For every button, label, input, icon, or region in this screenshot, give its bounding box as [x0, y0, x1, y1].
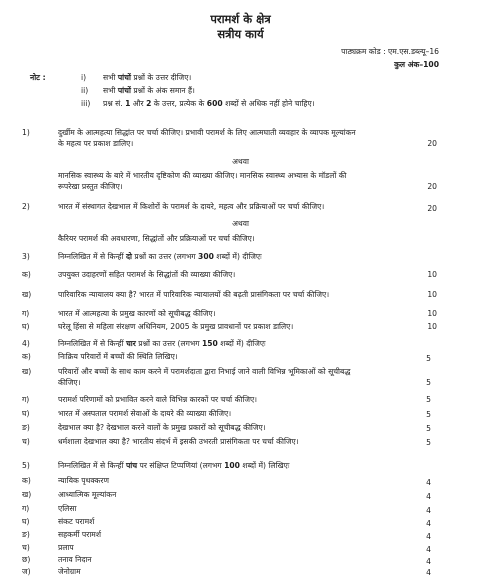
- note-item: [81, 73, 191, 83]
- subquestion-text: भारत में आत्महत्या के प्रमुख कारणों को सूचीबद्ध कीजिए।: [58, 309, 216, 318]
- intro-bold: 150: [201, 339, 218, 348]
- question-marks: 20: [427, 139, 437, 148]
- intro-text: पर संक्षिप्त टिप्पणियां (लगभग: [137, 461, 225, 470]
- note-text: और: [130, 99, 147, 108]
- note-item: [81, 86, 195, 96]
- subquestion-text: न्यायिक पृथक्करण: [58, 476, 109, 485]
- question-number: 3): [22, 252, 30, 261]
- subquestion-marks: 10: [427, 270, 437, 279]
- intro-bold: चार: [125, 339, 136, 348]
- note-text: प्रश्नों के अंक समान हैं।: [130, 86, 195, 95]
- intro-text: शब्दों में) दीजिएः: [217, 339, 266, 348]
- subquestion-text: जेनोग्राम: [58, 567, 81, 576]
- intro-text: निम्नलिखित में से किन्हीं: [58, 461, 126, 470]
- question-marks: 20: [427, 182, 437, 191]
- note-label: नोट :: [30, 73, 46, 82]
- subquestion-label: घ): [22, 322, 30, 331]
- question-marks: 20: [427, 204, 437, 213]
- total-marks: कुल अंक–100: [394, 60, 439, 69]
- subquestion-text: संकट परामर्श: [58, 517, 95, 526]
- subquestion-marks: 4: [426, 492, 431, 501]
- subquestion-marks: 4: [426, 545, 431, 554]
- intro-text: निम्नलिखित में से किन्हीं: [58, 339, 126, 348]
- subquestion-marks: 4: [426, 519, 431, 528]
- subquestion-text: एलिसा: [58, 504, 77, 513]
- note-num: i): [81, 73, 87, 82]
- intro-bold: दो: [125, 252, 132, 261]
- subquestion-marks: 4: [426, 557, 431, 566]
- note-bold: पांचों: [117, 86, 131, 95]
- subquestion-marks: 10: [427, 290, 437, 299]
- note-text: शब्दों से अधिक नहीं होने चाहिए।: [222, 99, 315, 108]
- document-title: परामर्श के क्षेत्र: [210, 12, 271, 26]
- subquestion-label: च): [22, 437, 30, 446]
- note-text: प्रश्नों के उत्तर दीजिए।: [130, 73, 192, 82]
- subquestion-label: क): [22, 352, 31, 361]
- subquestion-marks: 5: [426, 395, 431, 404]
- note-text: प्रश्न सं.: [103, 99, 126, 108]
- subquestion-label: छ): [22, 555, 31, 564]
- subquestion-text: धर्मशाला देखभाल क्या है? भारतीय संदर्भ में इसकी उभरती प्रासंगिकता पर चर्चा कीजिए।: [58, 437, 299, 446]
- question-intro: [58, 339, 266, 349]
- note-bold: पांचों: [117, 73, 131, 82]
- subquestion-text: सहकर्मी परामर्श: [58, 530, 102, 539]
- question-intro: [58, 461, 289, 471]
- note-bold: 600: [206, 99, 223, 108]
- subquestion-label: ख): [22, 367, 32, 376]
- subquestion-label: ङ): [22, 530, 30, 539]
- subquestion-marks: 4: [426, 478, 431, 487]
- document-subtitle: सत्रीय कार्य: [217, 27, 264, 41]
- subquestion-label: घ): [22, 409, 30, 418]
- subquestion-label: ख): [22, 290, 32, 299]
- subquestion-marks: 5: [426, 438, 431, 447]
- question-text: रूपरेखा प्रस्तुत कीजिए।: [58, 182, 123, 191]
- question-number: 1): [22, 128, 30, 137]
- intro-bold: पांच: [125, 461, 138, 470]
- note-item: [81, 99, 315, 109]
- subquestion-label: क): [22, 270, 31, 279]
- question-text: भारत में संस्थागत देखभाल में किशोरों के परामर्श के दायरे, महत्व और प्रक्रियाओं पर चर्चा कीजिए।: [58, 202, 325, 211]
- question-intro: [58, 252, 262, 262]
- subquestion-marks: 4: [426, 532, 431, 541]
- or-separator: अथवा: [232, 219, 249, 228]
- intro-text: शब्दों में) दीजिएः: [213, 252, 262, 261]
- subquestion-marks: 5: [426, 378, 431, 387]
- subquestion-label: ग): [22, 309, 30, 318]
- question-text: कैरियर परामर्श की अवधारणा, सिद्धांतों और प्रक्रियाओं पर चर्चा कीजिए।: [58, 234, 255, 243]
- question-text: मानसिक स्वास्थ्य के बारे में भारतीय दृष्टिकोण की व्याख्या कीजिए। मानसिक स्वास्थ्य अभ्यास के मॉडलों की: [58, 171, 347, 180]
- subquestion-text: देखभाल क्या है? देखभाल करने वालों के प्रमुख प्रकारों को सूचीबद्ध कीजिए।: [58, 423, 266, 432]
- subquestion-text: उपयुक्त उदाहरणों सहित परामर्श के सिद्धांतों की व्याख्या कीजिए।: [58, 270, 236, 279]
- subquestion-label: क): [22, 476, 31, 485]
- intro-text: प्रश्नों का उत्तर (लगभग: [131, 252, 199, 261]
- subquestion-label: ग): [22, 504, 30, 513]
- question-number: 2): [22, 202, 30, 211]
- subquestion-text: आध्यात्मिक मूल्यांकन: [58, 490, 117, 499]
- subquestion-marks: 10: [427, 309, 437, 318]
- subquestion-text: निःक्रिय परिवारों में बच्चों की स्थिति लिखिए।: [58, 352, 178, 361]
- question-number: 4): [22, 339, 30, 348]
- question-number: 5): [22, 461, 30, 470]
- note-bold: 2: [146, 99, 152, 108]
- subquestion-text: कीजिए।: [58, 378, 81, 387]
- question-text: के महत्व पर प्रकाश डालिए।: [58, 139, 134, 148]
- subquestion-label: घ): [22, 517, 30, 526]
- course-code: पाठ्यक्रम कोड : एम.एस.डब्ल्यू–16: [341, 47, 439, 56]
- question-text: दुर्खीम के आत्महत्या सिद्धांत पर चर्चा कीजिए। प्रभावी परामर्श के लिए आत्मघाती व्यवहार के व्यापक मूल्यांकन: [58, 128, 356, 137]
- note-num: ii): [81, 86, 89, 95]
- or-separator: अथवा: [232, 157, 249, 166]
- subquestion-text: प्रलाप: [58, 543, 74, 552]
- subquestion-label: ङ): [22, 423, 30, 432]
- subquestion-marks: 4: [426, 568, 431, 577]
- note-text: सभी: [103, 86, 118, 95]
- subquestion-marks: 5: [426, 410, 431, 419]
- subquestion-label: ज): [22, 567, 31, 576]
- subquestion-text: घरेलू हिंसा से महिला संरक्षण अधिनियम, 2005 के प्रमुख प्रावधानों पर प्रकाश डालिए।: [58, 322, 294, 331]
- subquestion-label: ख): [22, 490, 32, 499]
- subquestion-marks: 5: [426, 354, 431, 363]
- intro-text: प्रश्नों का उत्तर (लगभग: [135, 339, 202, 348]
- intro-bold: 100: [224, 461, 240, 470]
- intro-text: निम्नलिखित में से किन्हीं: [58, 252, 126, 261]
- note-num: iii): [81, 99, 91, 108]
- intro-bold: 300: [198, 252, 214, 261]
- note-bold: 1: [125, 99, 131, 108]
- subquestion-text: भारत में अस्पताल परामर्श सेवाओं के दायरे की व्याख्या कीजिए।: [58, 409, 232, 418]
- subquestion-label: ग): [22, 395, 30, 404]
- subquestion-text: परामर्श परिणामों को प्रभावित करने वाले विभिन्न कारकों पर चर्चा कीजिए।: [58, 395, 258, 404]
- subquestion-text: परिवारों और बच्चों के साथ काम करने में परामर्शदाता द्वारा निभाई जाने वाली विभिन्न भूमिकाओं को सूचीबद्ध: [58, 367, 351, 376]
- note-text: के उत्तर, प्रत्येक के: [151, 99, 207, 108]
- subquestion-marks: 10: [427, 322, 437, 331]
- subquestion-text: तनाव निदान: [58, 555, 92, 564]
- subquestion-text: पारिवारिक न्यायालय क्या है? भारत में पारिवारिक न्यायालयों की बढ़ती प्रासंगिकता पर चर्चा कीजिए।: [58, 290, 330, 299]
- subquestion-label: च): [22, 543, 30, 552]
- note-text: सभी: [103, 73, 118, 82]
- intro-text: शब्दों में) लिखिएः: [239, 461, 290, 470]
- subquestion-marks: 5: [426, 424, 431, 433]
- subquestion-marks: 4: [426, 506, 431, 515]
